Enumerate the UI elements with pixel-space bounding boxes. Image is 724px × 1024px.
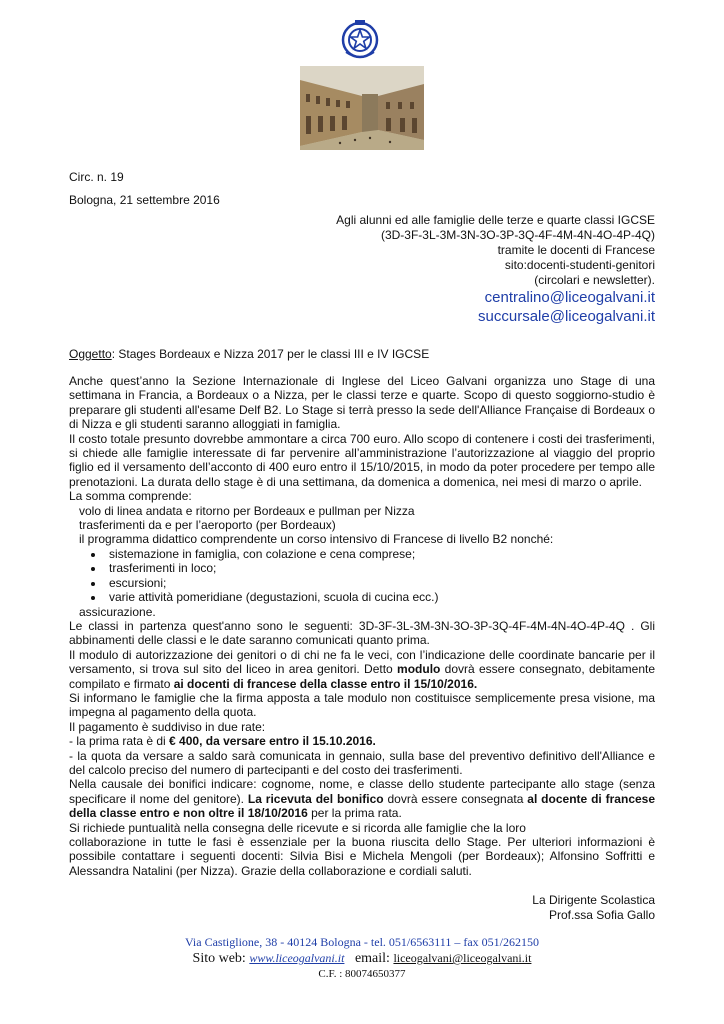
tax-code: C.F. : 80074650377 <box>318 968 406 980</box>
list-item: assicurazione. <box>79 604 156 619</box>
paragraph: Il modulo di autorizzazione dei genitori o di chi ne fa le veci, con l’indicazione delle coordinate bancarie per il versamento, si trova sul sito del liceo in area genitori. Detto modulo dovrà essere consegnato, debitamente compilato e firmato ai docenti di francese della classe entro il 15/10/2016. <box>69 647 655 691</box>
email-succursale-link[interactable]: succursale@liceogalvani.it <box>478 308 655 325</box>
paragraph: Le classi in partenza quest'anno sono le seguenti: 3D-3F-3L-3M-3N-3O-3P-3Q-4F-4M-4N-4O-4P-4Q . Gli abbinamenti delle classi e le date saranno comunicati quanto prima. <box>69 618 655 648</box>
list-item: trasferimenti da e per l’aeroporto (per Bordeaux) <box>79 518 336 533</box>
bullet-item: • varie attività pomeridiane (degustazioni, scuola di cucina ecc.) <box>105 590 655 604</box>
list-item: volo di linea andata e ritorno per Bordeaux e pullman per Nizza <box>79 503 415 518</box>
subject-label: Oggetto <box>69 347 112 361</box>
paragraph: Anche quest’anno la Sezione Internazionale di Inglese del Liceo Galvani organizza uno Stage di una settimana in Francia, a Bordeaux o a Nizza, per le classi terze e quarte. Scopo di questo soggiorno-studio è preparare gli studenti all'esame Delf B2. Lo Stage si terrà presso la sede dell'Alliance Française di Bordeaux o di Nizza e gli studenti saranno alloggiati in famiglia. <box>69 374 655 432</box>
letter-body <box>69 374 655 878</box>
addressee-line: (3D-3F-3L-3M-3N-3O-3P-3Q-4F-4M-4N-4O-4P-4Q) <box>380 228 655 242</box>
list-item: il programma didattico comprendente un corso intensivo di Francese di livello B2 nonché: <box>79 532 554 547</box>
footer-contacts <box>0 950 724 967</box>
addressee-line: Agli alunni ed alle famiglie delle terze e quarte classi IGCSE <box>336 213 655 227</box>
circular-number: Circ. n. 19 <box>69 170 124 184</box>
bullet-item: • escursioni; <box>105 576 655 590</box>
paragraph: Nella causale dei bonifici indicare: cognome, nome, e classe dello studente partecipante allo stage (senza specificare il nome del genitore). La ricevuta del bonifico dovrà essere consegnata al docente di francese della classe entro e non oltre il 18/10/2016 per la prima rata. <box>69 777 656 821</box>
footer <box>0 935 724 981</box>
email-centralino-link[interactable]: centralino@liceogalvani.it <box>484 289 655 306</box>
paragraph: - la prima rata è di € 400, da versare entro il 15.10.2016. <box>69 734 376 749</box>
signature-name: Prof.ssa Sofia Gallo <box>548 908 655 922</box>
addressee-line: (circolari e newsletter). <box>534 273 655 287</box>
paragraph: Il pagamento è suddiviso in due rate: <box>69 719 266 734</box>
addressee-line: sito:docenti-studenti-genitori <box>504 258 655 272</box>
signature-role: La Dirigente Scolastica <box>532 893 655 907</box>
italian-republic-emblem-icon <box>340 18 380 62</box>
subject-line <box>69 347 429 362</box>
signature-block <box>532 893 655 923</box>
bullet-item: • trasferimenti in loco; <box>105 561 655 575</box>
footer-address: Via Castiglione, 38 - 40124 Bologna - tel. 051/6563111 – fax 051/262150 <box>184 935 540 949</box>
bullet-list <box>69 547 655 605</box>
paragraph: - la quota da versare a saldo sarà comunicata in gennaio, sulla base del preventivo definitivo dell'Alliance e del calcolo preciso del numero di partecipanti e del costo dei trasferimenti. <box>69 748 655 777</box>
email-link[interactable]: liceogalvani@liceogalvani.it <box>393 951 532 965</box>
document-date: Bologna, 21 settembre 2016 <box>69 193 220 207</box>
site-label: Sito web: <box>192 951 250 966</box>
paragraph: Si richiede puntualità nella consegna delle ricevute e si ricorda alle famiglie che la loro <box>69 820 526 835</box>
email-label: email: <box>344 951 394 966</box>
addressee-line: tramite le docenti di Francese <box>497 243 655 257</box>
paragraph: Si informano le famiglie che la firma apposta a tale modulo non costituisce semplicemente presa visione, ma impegna al pagamento della quota. <box>69 690 655 720</box>
paragraph: Il costo totale presunto dovrebbe ammontare a circa 700 euro. Allo scopo di contenere i costi dei trasferimenti, si chiede alle famiglie interessate di far pervenire all’amministrazione l’autorizzazione al viaggio del proprio figlio ed il versamento dell’acconto di 400 euro entro il 15/10/2015, in modo da poter procedere per tempo alle prenotazioni. La durata dello stage è di una settimana, da domenica a domenica, nei mesi di marzo o aprile. <box>69 431 655 489</box>
paragraph: collaborazione in tutte le fasi è essenziale per la buona riuscita dello Stage. Per ulteriori informazioni è possibile contattare i seguenti docenti: Silvia Bisi e Michela Mengoli (per Bordeaux); Alfonsino Soffritti e Alessandra Natalini (per Nizza). Grazie della collaborazione e cordiali saluti. <box>69 835 655 878</box>
addressee-block <box>195 213 655 326</box>
paragraph: La somma comprende: <box>69 489 192 504</box>
school-building-photo <box>300 66 424 150</box>
subject-text: : Stages Bordeaux e Nizza 2017 per le classi III e IV IGCSE <box>111 347 430 361</box>
website-link[interactable]: www.liceogalvani.it <box>249 951 345 965</box>
bullet-item: • sistemazione in famiglia, con colazione e cena comprese; <box>105 547 655 561</box>
